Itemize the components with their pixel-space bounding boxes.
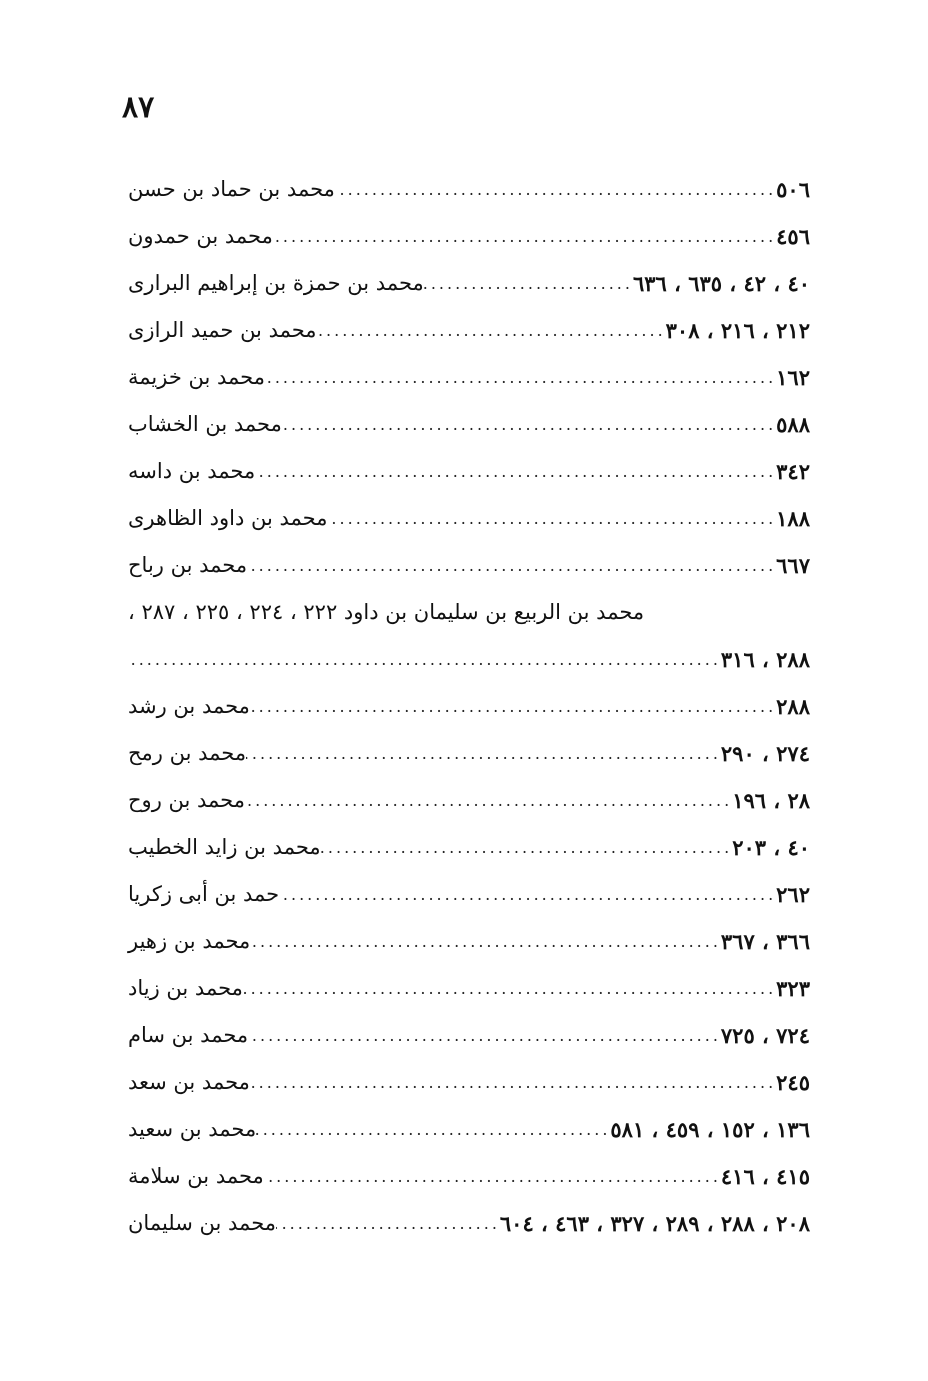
index-entry xyxy=(122,730,816,777)
entry-page-numbers: ٢٦٢ xyxy=(776,882,810,907)
entry-name: محمد بن رمح xyxy=(128,741,247,765)
name-index-list xyxy=(122,166,816,1247)
entry-name: محمد بن حميد الرازى xyxy=(128,318,317,342)
entry-page-numbers: ٢٤٥ xyxy=(776,1070,810,1095)
entry-page-numbers: ٢٨٨ ، ٣١٦ xyxy=(720,647,810,672)
entry-page-numbers: ٢١٢ ، ٢١٦ ، ٣٠٨ xyxy=(665,318,810,343)
dot-leader xyxy=(246,730,721,777)
index-entry xyxy=(122,824,816,871)
entry-name: محمد بن سعد xyxy=(128,1070,250,1094)
entry-page-numbers: ١٣٦ ، ١٥٢ ، ٤٥٩ ، ٥٨١ xyxy=(610,1117,810,1142)
entry-name: محمد بن زياد xyxy=(128,976,243,1000)
entry-page-numbers: ٢٨ ، ١٩٦ xyxy=(732,788,810,813)
dot-leader xyxy=(264,1153,721,1200)
entry-page-numbers: ٦٦٧ xyxy=(776,553,810,578)
index-entry xyxy=(122,965,816,1012)
dot-leader xyxy=(247,542,776,589)
entry-name: محمد بن سلامة xyxy=(128,1164,264,1188)
entry-name: حمد بن أبى زكريا xyxy=(128,882,280,906)
index-entry xyxy=(122,307,816,354)
index-entry xyxy=(122,777,816,824)
entry-name: محمد بن داسه xyxy=(128,459,256,483)
dot-leader xyxy=(327,495,776,542)
index-entry xyxy=(122,401,816,448)
entry-page-numbers: ٣٢٣ xyxy=(776,976,810,1001)
entry-page-numbers: ٤٠ ، ٢٠٣ xyxy=(732,835,810,860)
index-entry xyxy=(122,1153,816,1200)
dot-leader xyxy=(128,636,721,683)
index-entry xyxy=(122,636,816,683)
entry-page-numbers: ٤١٥ ، ٤١٦ xyxy=(720,1164,810,1189)
index-entry xyxy=(122,1059,816,1106)
entry-name: محمد بن الربيع بن سليمان بن داود ٢٢٢ ، ٢٢٤ ، ٢٢٥ ، ٢٨٧ ، xyxy=(128,600,645,624)
entry-name: محمد بن رباح xyxy=(128,553,248,577)
dot-leader xyxy=(282,401,776,448)
entry-page-numbers: ٥٨٨ xyxy=(776,412,810,437)
entry-name: محمد بن داود الظاهرى xyxy=(128,506,328,530)
dot-leader xyxy=(317,307,666,354)
dot-leader xyxy=(273,213,776,260)
entry-page-numbers: ٣٤٢ xyxy=(776,459,810,484)
index-entry xyxy=(122,1012,816,1059)
index-entry xyxy=(122,1106,816,1153)
entry-name: محمد بن سعيد xyxy=(128,1117,257,1141)
entry-page-numbers: ٣٦٦ ، ٣٦٧ xyxy=(720,929,810,954)
dot-leader xyxy=(250,683,776,730)
entry-page-numbers: ١٦٢ xyxy=(776,365,810,390)
dot-leader xyxy=(250,1059,776,1106)
page-number: ٨٧ xyxy=(122,90,155,125)
dot-leader xyxy=(243,965,776,1012)
index-entry xyxy=(122,683,816,730)
dot-leader xyxy=(248,1012,721,1059)
index-entry xyxy=(122,918,816,965)
dot-leader xyxy=(279,871,776,918)
dot-leader xyxy=(265,354,776,401)
index-entry xyxy=(122,260,816,307)
entry-name: محمد بن الخشاب xyxy=(128,412,282,436)
index-entry xyxy=(122,871,816,918)
index-entry xyxy=(122,213,816,260)
index-entry xyxy=(122,166,816,213)
entry-name: محمد بن روح xyxy=(128,788,245,812)
entry-name: محمد بن سليمان xyxy=(128,1211,276,1235)
dot-leader xyxy=(250,918,721,965)
dot-leader xyxy=(256,1106,610,1153)
entry-name: محمد بن حماد بن حسن xyxy=(128,177,335,201)
dot-leader xyxy=(335,166,776,213)
entry-page-numbers: ١٨٨ xyxy=(776,506,810,531)
entry-name: محمد بن خزيمة xyxy=(128,365,265,389)
entry-page-numbers: ٢٠٨ ، ٢٨٨ ، ٢٨٩ ، ٣٢٧ ، ٤٦٣ ، ٦٠٤ xyxy=(499,1211,810,1236)
entry-name: محمد بن حمدون xyxy=(128,224,273,248)
dot-leader xyxy=(255,448,776,495)
entry-name: محمد بن زهير xyxy=(128,929,251,953)
entry-page-numbers: ٤٥٦ xyxy=(776,224,810,249)
dot-leader xyxy=(424,260,633,307)
entry-name: محمد بن رشد xyxy=(128,694,250,718)
dot-leader xyxy=(321,824,733,871)
index-entry xyxy=(122,354,816,401)
dot-leader xyxy=(245,777,732,824)
entry-page-numbers: ٢٨٨ xyxy=(776,694,810,719)
entry-name: محمد بن زايد الخطيب xyxy=(128,835,321,859)
entry-name: محمد بن حمزة بن إبراهيم البرارى xyxy=(128,271,424,295)
entry-page-numbers: ٧٢٤ ، ٧٢٥ xyxy=(720,1023,810,1048)
entry-name: محمد بن سام xyxy=(128,1023,249,1047)
index-entry xyxy=(122,589,816,636)
entry-page-numbers: ٥٠٦ xyxy=(776,177,810,202)
dot-leader xyxy=(276,1200,500,1247)
index-entry xyxy=(122,1200,816,1247)
index-entry xyxy=(122,495,816,542)
index-entry xyxy=(122,448,816,495)
index-entry xyxy=(122,542,816,589)
entry-page-numbers: ٤٠ ، ٤٢ ، ٦٣٥ ، ٦٣٦ xyxy=(632,271,810,296)
entry-page-numbers: ٢٧٤ ، ٢٩٠ xyxy=(720,741,810,766)
